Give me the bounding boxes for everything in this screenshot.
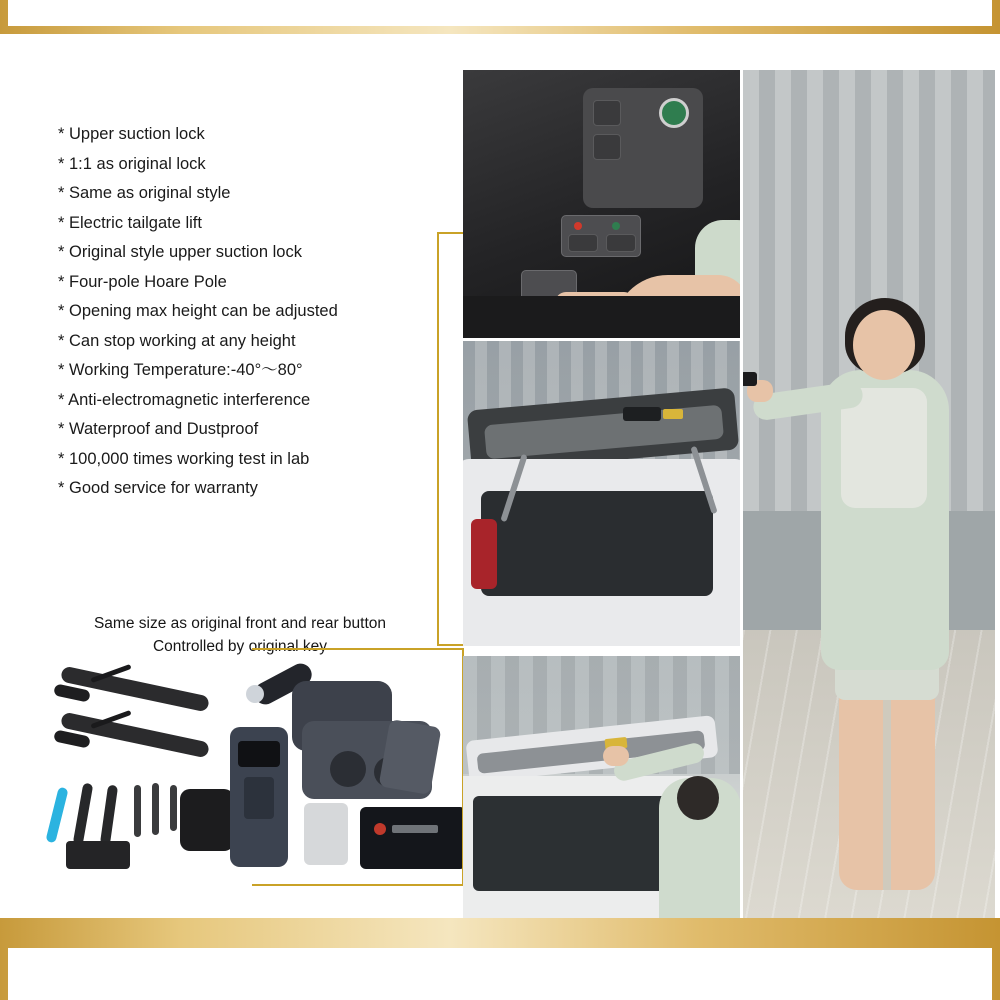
dashboard-button — [593, 134, 621, 160]
remote-key — [743, 372, 757, 386]
floor-mat — [463, 296, 740, 338]
photo-tailgate-open — [463, 341, 740, 646]
feature-item: * Good service for warranty — [58, 479, 258, 497]
top-gold-bar — [0, 0, 1000, 34]
bracket-plate — [66, 841, 130, 869]
switch-left — [568, 234, 598, 252]
photo-button-press — [463, 656, 740, 918]
vehicle-interior — [481, 491, 713, 596]
feature-item: * Anti-electromagnetic interference — [58, 390, 311, 409]
bottom-gold-bar — [0, 918, 1000, 1000]
bracket-part — [152, 783, 159, 835]
feature-item: * Opening max height can be adjusted — [58, 302, 338, 320]
person-head — [677, 776, 719, 820]
connector-line-bottom — [252, 648, 464, 886]
feature-item: * Can stop working at any height — [58, 331, 296, 350]
module-label — [663, 409, 683, 419]
bracket-part — [134, 785, 141, 837]
person-hand — [603, 746, 629, 766]
person-head — [853, 310, 915, 380]
feature-item: * Upper suction lock — [58, 125, 205, 143]
bracket-part — [100, 785, 118, 846]
switch-indicator-green — [612, 222, 620, 230]
feature-item: * 1:1 as original lock — [58, 154, 206, 173]
photo-dashboard-switch — [463, 70, 740, 338]
bracket-part — [73, 783, 94, 846]
bracket-part — [170, 785, 177, 831]
top-gold-bar-inner — [8, 0, 992, 26]
tail-light — [471, 519, 497, 589]
feature-item: * 100,000 times working test in lab — [58, 449, 310, 468]
eco-mode-icon — [659, 98, 689, 128]
vehicle-interior — [473, 796, 673, 891]
switch-indicator-red — [574, 222, 582, 230]
photo-remote-key — [743, 70, 995, 918]
dashboard-button — [593, 100, 621, 126]
feature-item: * Four-pole Hoare Pole — [58, 272, 227, 291]
feature-item: * Electric tailgate lift — [58, 213, 202, 232]
suction-lock-module — [623, 407, 661, 421]
feature-list — [58, 120, 438, 504]
leg-gap — [883, 670, 891, 890]
caption-line: Controlled by original key — [152, 638, 328, 655]
bracket-part — [45, 787, 68, 844]
harness-part — [180, 789, 234, 851]
feature-item: * Original style upper suction lock — [58, 243, 302, 261]
feature-item: * Working Temperature:-40°～80° — [58, 361, 303, 379]
tailgate-switch-group — [561, 215, 641, 257]
switch-right — [606, 234, 636, 252]
feature-item: * Waterproof and Dustproof — [58, 420, 259, 438]
caption-line: Same size as original front and rear button — [93, 615, 387, 632]
connector-line-top — [437, 232, 465, 646]
bottom-gold-bar-inner — [8, 948, 992, 1000]
feature-item: * Same as original style — [58, 184, 231, 202]
